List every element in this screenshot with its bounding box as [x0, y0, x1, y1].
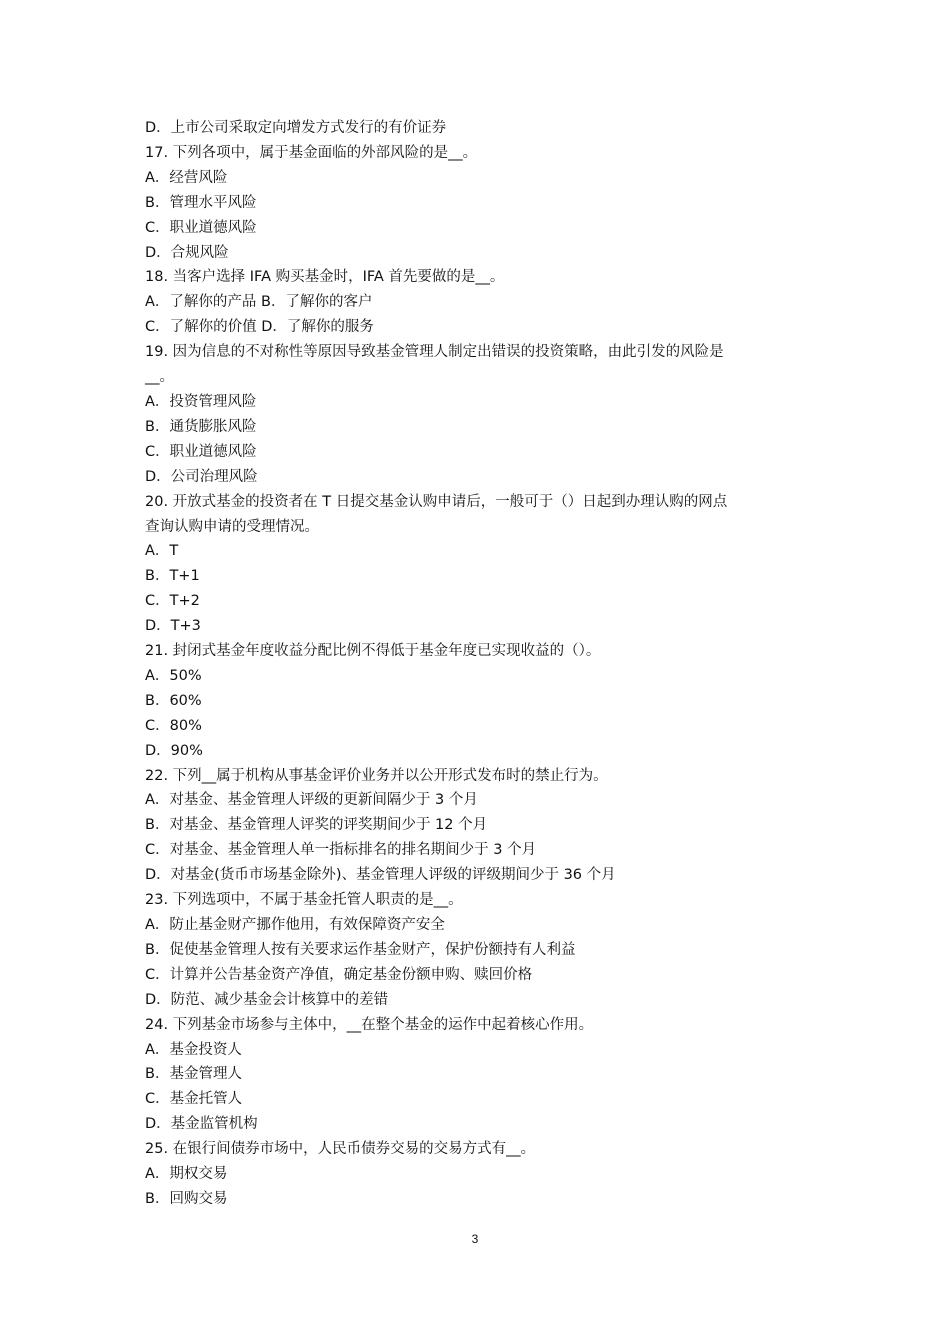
- option-17-a: A．经营风险: [145, 169, 228, 186]
- page-body: [145, 116, 815, 1212]
- option-17-d: D．合规风险: [145, 244, 229, 261]
- option-21-a: A．50%: [145, 667, 202, 684]
- option-23-c: C．计算并公告基金资产净值，确定基金份额申购、赎回价格: [145, 966, 533, 983]
- option-18-a-b: A．了解你的产品 B．了解你的客户: [145, 294, 373, 311]
- option-25-b: B．回购交易: [145, 1190, 228, 1207]
- question-17: 17. 下列各项中，属于基金面临的外部风险的是__。: [145, 144, 478, 161]
- question-20: 20. 开放式基金的投资者在 T 日提交基金认购申请后，一般可于（）日起到办理认购的网点: [145, 493, 728, 510]
- question-18: 18. 当客户选择 IFA 购买基金时，IFA 首先要做的是__。: [145, 269, 505, 286]
- option-21-d: D．90%: [145, 742, 203, 759]
- option-19-b: B．通货膨胀风险: [145, 418, 257, 435]
- option-18-c-d: C．了解你的价值 D．了解你的服务: [145, 319, 374, 336]
- question-19: 19. 因为信息的不对称性等原因导致基金管理人制定出错误的投资策略，由此引发的风险是: [145, 344, 724, 361]
- option-20-d: D．T+3: [145, 618, 201, 635]
- option-22-a: A．对基金、基金管理人评级的更新间隔少于 3 个月: [145, 792, 478, 809]
- question-22: 22. 下列__属于机构从事基金评价业务并以公开形式发布时的禁止行为。: [145, 767, 608, 784]
- option-17-c: C．职业道德风险: [145, 219, 257, 236]
- option-24-a: A．基金投资人: [145, 1041, 242, 1058]
- page-number: 3: [471, 1232, 479, 1246]
- question-19-cont: __。: [145, 369, 174, 386]
- option-22-b: B．对基金、基金管理人评奖的评奖期间少于 12 个月: [145, 817, 488, 834]
- question-24: 24. 下列基金市场参与主体中，__在整个基金的运作中起着核心作用。: [145, 1016, 594, 1033]
- option-24-b: B．基金管理人: [145, 1066, 242, 1083]
- option-23-d: D．防范、减少基金会计核算中的差错: [145, 991, 389, 1008]
- option-24-c: C．基金托管人: [145, 1091, 243, 1108]
- option-20-b: B．T+1: [145, 568, 200, 585]
- option-22-c: C．对基金、基金管理人单一指标排名的排名期间少于 3 个月: [145, 842, 537, 859]
- option-22-d: D．对基金(货币市场基金除外)、基金管理人评级的评级期间少于 36 个月: [145, 867, 616, 884]
- option-19-c: C．职业道德风险: [145, 443, 257, 460]
- option-20-a: A．T: [145, 543, 179, 560]
- option-21-b: B．60%: [145, 692, 202, 709]
- option-16-d: D．上市公司采取定向增发方式发行的有价证券: [145, 120, 447, 136]
- option-21-c: C．80%: [145, 717, 202, 734]
- option-23-a: A．防止基金财产挪作他用，有效保障资产安全: [145, 917, 445, 933]
- option-23-b: B．促使基金管理人按有关要求运作基金财产，保护份额持有人利益: [145, 941, 576, 958]
- question-21: 21. 封闭式基金年度收益分配比例不得低于基金年度已实现收益的（）。: [145, 643, 601, 660]
- option-17-b: B．管理水平风险: [145, 194, 257, 211]
- option-24-d: D．基金监管机构: [145, 1116, 258, 1133]
- question-20-cont: 查询认购申请的受理情况。: [145, 518, 319, 535]
- option-19-a: A．投资管理风险: [145, 393, 257, 410]
- option-25-a: A．期权交易: [145, 1166, 228, 1183]
- option-19-d: D．公司治理风险: [145, 468, 258, 485]
- question-25: 25. 在银行间债券市场中，人民币债券交易的交易方式有__。: [145, 1141, 536, 1158]
- option-20-c: C．T+2: [145, 593, 200, 610]
- question-23: 23. 下列选项中，不属于基金托管人职责的是__。: [145, 892, 463, 909]
